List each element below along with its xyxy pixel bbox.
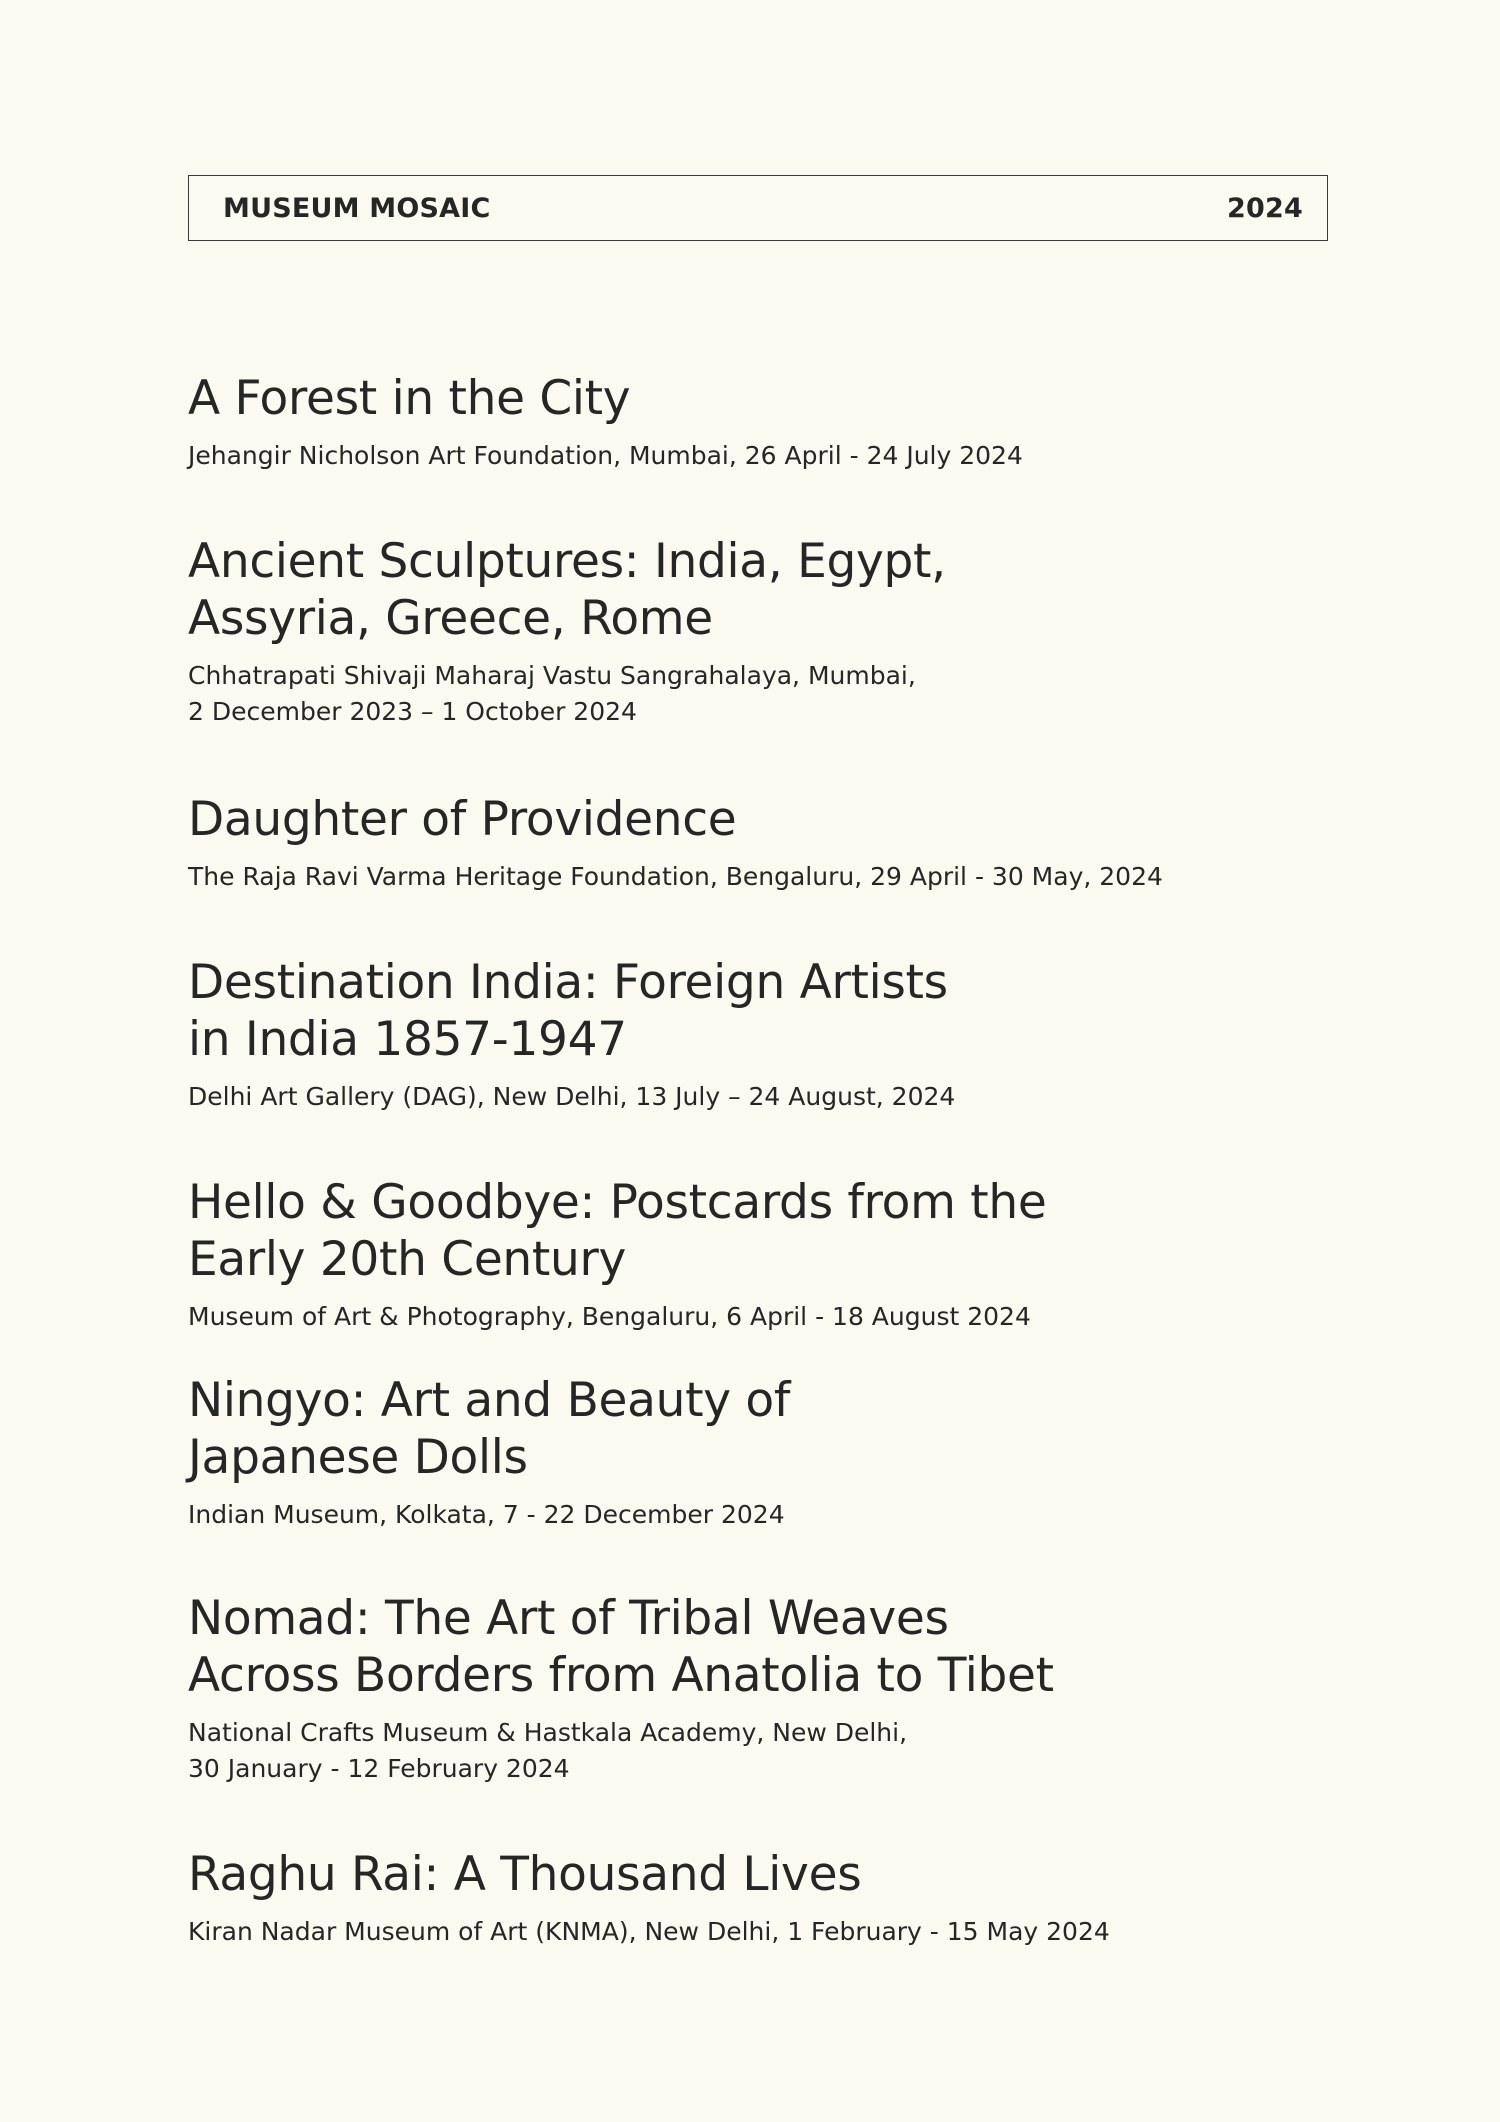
exhibition-entry bbox=[188, 1846, 1328, 1950]
exhibition-details-line: National Crafts Museum & Hastkala Academy, New Delhi, bbox=[188, 1718, 908, 1747]
exhibition-details-line: Delhi Art Gallery (DAG), New Delhi, 13 July – 24 August, 2024 bbox=[188, 1082, 956, 1111]
exhibition-details-line: Chhatrapati Shivaji Maharaj Vastu Sangrahalaya, Mumbai, bbox=[188, 661, 916, 690]
exhibition-entry bbox=[188, 533, 1328, 730]
exhibition-entry bbox=[188, 954, 1328, 1115]
exhibition-title-line: A Forest in the City bbox=[188, 371, 631, 426]
exhibition-details-line: Indian Museum, Kolkata, 7 - 22 December 2024 bbox=[188, 1500, 785, 1529]
exhibition-title-line: Daughter of Providence bbox=[188, 792, 737, 847]
exhibition-title-line: Early 20th Century bbox=[188, 1232, 627, 1287]
publication-title: MUSEUM MOSAIC bbox=[223, 192, 491, 224]
exhibition-details bbox=[188, 1299, 1328, 1335]
exhibition-title-line: in India 1857-1947 bbox=[188, 1012, 627, 1067]
exhibition-details bbox=[188, 1497, 1328, 1533]
exhibition-title-line: Across Borders from Anatolia to Tibet bbox=[188, 1648, 1054, 1703]
exhibition-entry bbox=[188, 370, 1328, 474]
exhibition-details-line: Kiran Nadar Museum of Art (KNMA), New Delhi, 1 February - 15 May 2024 bbox=[188, 1917, 1110, 1946]
exhibition-title bbox=[188, 1846, 1328, 1903]
exhibition-entry bbox=[188, 1590, 1328, 1787]
exhibition-title bbox=[188, 1174, 1328, 1288]
exhibition-title bbox=[188, 1590, 1328, 1704]
exhibition-title bbox=[188, 1372, 1328, 1486]
exhibition-details bbox=[188, 1914, 1328, 1950]
exhibition-details bbox=[188, 658, 1328, 730]
exhibition-details bbox=[188, 1079, 1328, 1115]
exhibition-title bbox=[188, 370, 1328, 427]
exhibition-details-line: Museum of Art & Photography, Bengaluru, 6 April - 18 August 2024 bbox=[188, 1302, 1031, 1331]
publication-year: 2024 bbox=[1227, 192, 1303, 224]
exhibition-details-line: 2 December 2023 – 1 October 2024 bbox=[188, 697, 637, 726]
exhibition-details-line: 30 January - 12 February 2024 bbox=[188, 1754, 570, 1783]
exhibition-details bbox=[188, 1715, 1328, 1787]
exhibition-title-line: Destination India: Foreign Artists bbox=[188, 955, 948, 1010]
exhibition-title bbox=[188, 954, 1328, 1068]
exhibition-title-line: Ancient Sculptures: India, Egypt, bbox=[188, 534, 946, 589]
exhibition-details bbox=[188, 859, 1328, 895]
exhibition-title bbox=[188, 791, 1328, 848]
exhibition-details-line: Jehangir Nicholson Art Foundation, Mumbai, 26 April - 24 July 2024 bbox=[188, 441, 1023, 470]
exhibition-details bbox=[188, 438, 1328, 474]
exhibition-entry bbox=[188, 1372, 1328, 1533]
exhibition-details-line: The Raja Ravi Varma Heritage Foundation, Bengaluru, 29 April - 30 May, 2024 bbox=[188, 862, 1163, 891]
exhibition-title-line: Raghu Rai: A Thousand Lives bbox=[188, 1847, 862, 1902]
exhibition-title-line: Nomad: The Art of Tribal Weaves bbox=[188, 1591, 949, 1646]
exhibition-title-line: Japanese Dolls bbox=[188, 1430, 528, 1485]
exhibition-title-line: Ningyo: Art and Beauty of bbox=[188, 1373, 791, 1428]
exhibition-entry bbox=[188, 1174, 1328, 1335]
exhibition-title-line: Hello & Goodbye: Postcards from the bbox=[188, 1175, 1047, 1230]
exhibition-title bbox=[188, 533, 1328, 647]
exhibition-title-line: Assyria, Greece, Rome bbox=[188, 591, 713, 646]
exhibition-entry bbox=[188, 791, 1328, 895]
page-header bbox=[188, 175, 1328, 241]
